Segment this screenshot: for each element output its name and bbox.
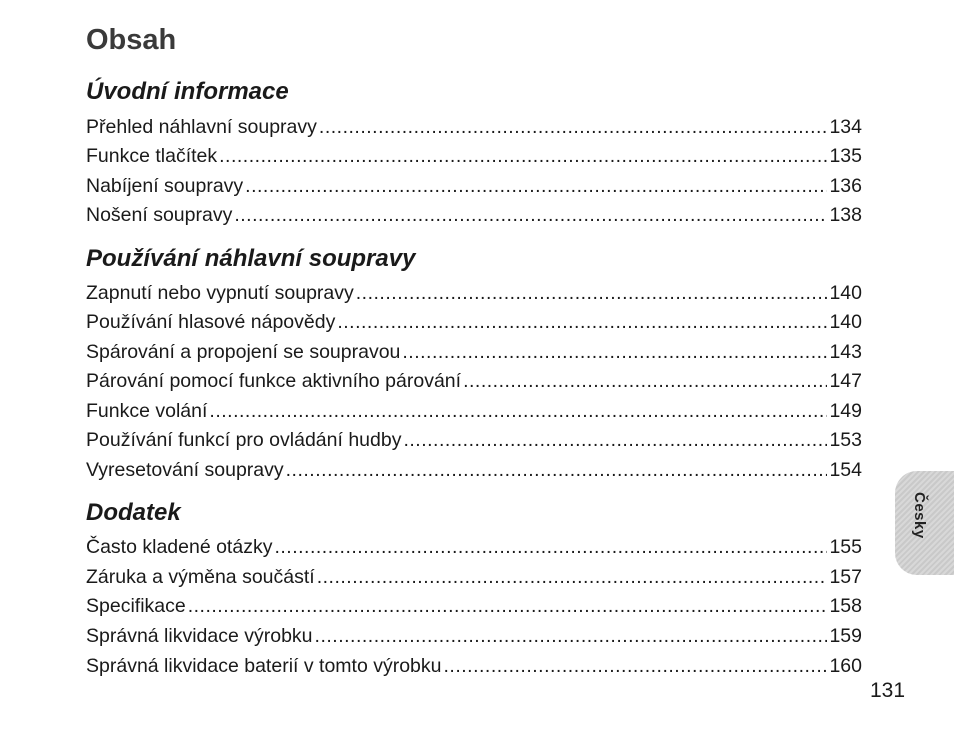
dot-leader <box>219 144 827 168</box>
page-title: Obsah <box>86 24 177 56</box>
toc-entry-title: Párování pomocí funkce aktivního párování <box>86 370 462 392</box>
toc-entry-page: 153 <box>829 429 862 451</box>
dot-leader <box>337 310 827 334</box>
toc-entry[interactable] <box>86 144 862 168</box>
toc-entry-page: 155 <box>829 536 862 558</box>
toc-entry-page: 149 <box>829 400 862 422</box>
dot-leader <box>274 535 827 559</box>
toc-entry[interactable] <box>86 535 862 559</box>
toc-entry-title: Vyresetování soupravy <box>86 459 284 481</box>
dot-leader <box>403 428 827 452</box>
toc-entry[interactable] <box>86 428 862 452</box>
toc-entry[interactable] <box>86 654 862 678</box>
toc-entry[interactable] <box>86 281 862 305</box>
toc-entry-title: Zapnutí nebo vypnutí soupravy <box>86 282 354 304</box>
toc-entry-title: Spárování a propojení se soupravou <box>86 341 401 363</box>
toc-entry-page: 160 <box>829 655 862 677</box>
toc-entry[interactable] <box>86 458 862 482</box>
toc-entry-page: 159 <box>829 625 862 647</box>
dot-leader <box>444 654 828 678</box>
dot-leader <box>209 399 827 423</box>
dot-leader <box>319 115 828 139</box>
toc-entry-page: 147 <box>829 370 862 392</box>
toc-entry[interactable] <box>86 565 862 589</box>
toc-entry[interactable] <box>86 340 862 364</box>
dot-leader <box>188 594 828 618</box>
toc-entry-page: 143 <box>829 341 862 363</box>
toc-entry[interactable] <box>86 594 862 618</box>
toc-entry-title: Funkce tlačítek <box>86 145 218 167</box>
language-tab-label: Česky <box>911 492 928 539</box>
section-heading-usage: Používání náhlavní soupravy <box>86 245 416 272</box>
toc-entry-title: Nabíjení soupravy <box>86 175 244 197</box>
toc-entry[interactable] <box>86 203 862 227</box>
toc-entry[interactable] <box>86 174 862 198</box>
toc-entry-page: 154 <box>829 459 862 481</box>
dot-leader <box>286 458 828 482</box>
dot-leader <box>315 624 828 648</box>
dot-leader <box>463 369 827 393</box>
toc-entry-page: 135 <box>829 145 862 167</box>
toc-entry[interactable] <box>86 115 862 139</box>
section-heading-appendix: Dodatek <box>86 499 181 526</box>
toc-entry-page: 134 <box>829 116 862 138</box>
toc-entry-page: 158 <box>829 595 862 617</box>
toc-entry[interactable] <box>86 369 862 393</box>
section-heading-intro: Úvodní informace <box>86 78 289 105</box>
toc-entry-title: Používání hlasové nápovědy <box>86 311 336 333</box>
toc-entry-page: 140 <box>829 311 862 333</box>
toc-entry-page: 136 <box>829 175 862 197</box>
toc-entry-page: 138 <box>829 204 862 226</box>
dot-leader <box>402 340 827 364</box>
toc-entry-title: Správná likvidace výrobku <box>86 625 313 647</box>
page-number: 131 <box>870 679 906 702</box>
dot-leader <box>234 203 827 227</box>
toc-entry[interactable] <box>86 624 862 648</box>
toc-entry-title: Používání funkcí pro ovládání hudby <box>86 429 402 451</box>
toc-entry-page: 157 <box>829 566 862 588</box>
toc-entry-title: Přehled náhlavní soupravy <box>86 116 317 138</box>
toc-entry[interactable] <box>86 399 862 423</box>
toc-entry-title: Často kladené otázky <box>86 536 273 558</box>
toc-entry-title: Funkce volání <box>86 400 208 422</box>
dot-leader <box>356 281 828 305</box>
toc-entry-page: 140 <box>829 282 862 304</box>
toc-entry-title: Záruka a výměna součástí <box>86 566 315 588</box>
toc-entry-title: Specifikace <box>86 595 186 617</box>
toc-entry-title: Nošení soupravy <box>86 204 233 226</box>
toc-entry[interactable] <box>86 310 862 334</box>
toc-entry-title: Správná likvidace baterií v tomto výrobku <box>86 655 442 677</box>
dot-leader <box>317 565 828 589</box>
dot-leader <box>245 174 827 198</box>
